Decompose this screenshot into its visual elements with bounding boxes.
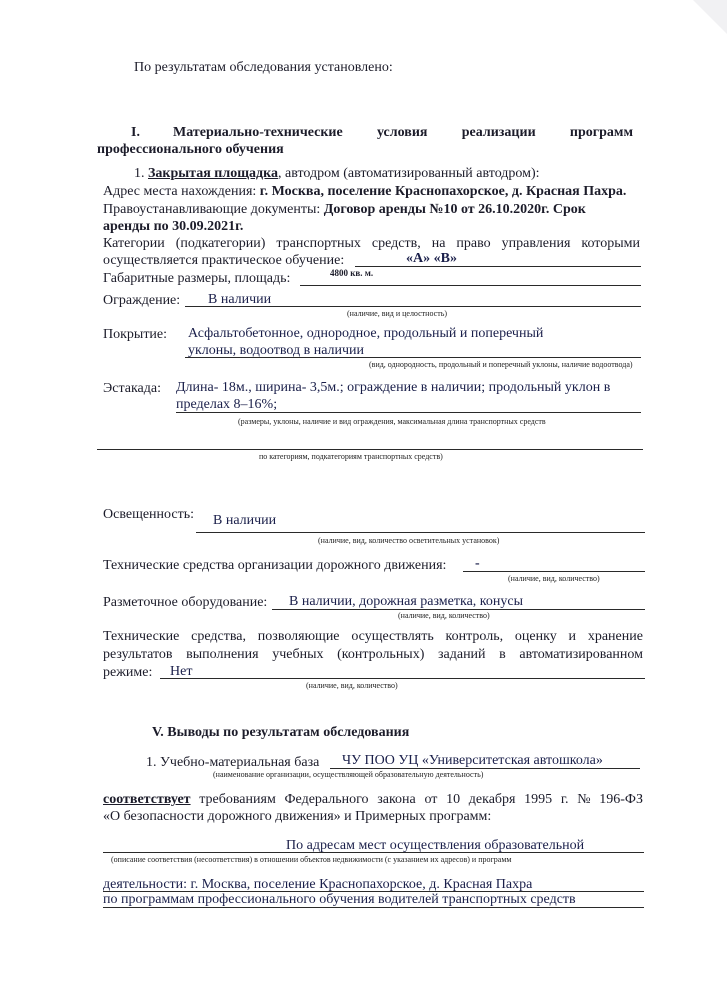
traffic-means-label: Технические средства организации дорожного движения:: [103, 558, 447, 573]
address-value: г. Москва, поселение Краснопахорское, д. Красная Пахра.: [259, 184, 627, 199]
control-means-word: и: [568, 629, 577, 644]
surface-fill-line: [185, 357, 641, 358]
control-means-word: осуществлять: [351, 629, 434, 644]
item1-prefix: 1.: [134, 166, 148, 181]
conclusion-word: г.: [560, 792, 569, 807]
marking-value: В наличии, дорожная разметка, конусы: [289, 594, 524, 609]
traffic-means-note: (наличие, вид, количество): [508, 574, 600, 583]
fence-note: (наличие, вид и целостность): [347, 309, 448, 318]
categories-line2: осуществляется практическое обучение:: [103, 253, 345, 268]
conclusion-org: ЧУ ПОО УЦ «Университетская автошкола»: [342, 753, 603, 768]
conclusion-word: №: [577, 792, 591, 807]
marking-fill-line: [272, 609, 645, 610]
section1-title-word: Материально-технические: [173, 125, 343, 140]
docs-value-line2: аренды по 30.09.2021г.: [103, 219, 244, 234]
control-means-fill-line: [160, 678, 645, 679]
control-means-word: средства,: [191, 629, 246, 644]
categories-line1: Категории (подкатегории) транспортных средств, на право управления которыми: [103, 236, 640, 251]
control-means-word: хранение: [587, 629, 643, 644]
surface-note: (вид, однородность, продольный и поперечный уклоны, наличие водоотвода): [369, 360, 633, 369]
conclusion-word: 1995: [524, 792, 553, 807]
docs-row: [103, 201, 586, 218]
lighting-value: В наличии: [213, 513, 277, 528]
conclusion-line5-fill-line: [103, 907, 644, 908]
conclusion-word: декабря: [468, 792, 516, 807]
item1-suffix: , автодром (автоматизированный автодром):: [277, 166, 540, 181]
item1-heading: [134, 165, 540, 182]
overpass-note2: по категориям, подкатегориям транспортных средств): [259, 452, 443, 461]
overpass-value-line1: Длина- 18м., ширина- 3,5м.; ограждение в наличии; продольный уклон в: [176, 380, 611, 395]
marking-note: (наличие, вид, количество): [398, 611, 490, 620]
fence-value: В наличии: [208, 292, 272, 307]
control-means-line1: [103, 628, 643, 645]
item1-closed-site: Закрытая площадка: [148, 166, 278, 181]
control-means-word: учебных: [272, 647, 324, 662]
lighting-label: Освещенность:: [103, 507, 194, 522]
intro-text: По результатам обследования установлено:: [134, 60, 393, 75]
control-means-word: контроль,: [445, 629, 504, 644]
address-row: [103, 183, 626, 200]
control-means-word: в: [499, 647, 506, 662]
conclusion-org-fill-line: [330, 768, 640, 769]
overpass-label: Эстакада:: [103, 381, 161, 396]
control-means-mode-label: режиме:: [103, 665, 153, 680]
conclusion-word: от: [424, 792, 438, 807]
section1-title-word: реализации: [461, 125, 536, 140]
section5-title: V. Выводы по результатам обследования: [152, 725, 410, 740]
address-label: Адрес места нахождения:: [103, 184, 260, 199]
lighting-note: (наличие, вид, количество осветительных установок): [318, 536, 500, 545]
dimensions-fill-line: [300, 285, 641, 286]
control-means-word: результатов: [103, 647, 173, 662]
overpass-note1: (размеры, уклоны, наличие и вид ограждения, максимальная длина транспортных средств: [238, 417, 546, 426]
section1-title-line2: профессионального обучения: [97, 142, 284, 157]
conclusion-line5: по программам профессионального обучения водителей транспортных средств: [103, 892, 576, 907]
surface-value-line2: уклоны, водоотвод в наличии: [188, 343, 365, 358]
conclusion-line4: деятельности: г. Москва, поселение Краснопахорское, д. Красная Пахра: [103, 877, 533, 892]
conclusion-line1: [103, 791, 643, 808]
conclusion-line3: По адресам мест осуществления образовательной: [286, 838, 585, 853]
section1-title-word: условия: [376, 125, 428, 140]
traffic-means-value: -: [475, 556, 480, 571]
conclusion-line2: «О безопасности дорожного движения» и Примерных программ:: [103, 809, 492, 824]
dimensions-value: 4800 кв. м.: [330, 268, 374, 278]
categories-value: «А» «В»: [406, 251, 457, 266]
overpass-fill-line: [176, 412, 641, 413]
lighting-fill-line: [196, 532, 645, 533]
control-means-word: (контрольных): [337, 647, 425, 662]
conclusion-word: 10: [446, 792, 461, 807]
fence-label: Ограждение:: [103, 293, 181, 308]
traffic-means-fill-line: [463, 571, 645, 572]
overpass-fill-line2: [97, 449, 643, 450]
surface-label: Покрытие:: [103, 327, 168, 342]
fence-fill-line: [185, 306, 641, 307]
control-means-value: Нет: [170, 664, 193, 679]
marking-label: Разметочное оборудование:: [103, 595, 268, 610]
categories-fill-line: [355, 266, 641, 267]
conclusion-complies: соответствует: [103, 792, 191, 807]
control-means-word: выполнения: [186, 647, 259, 662]
overpass-value-line2: пределах 8–16%;: [176, 397, 278, 412]
section1-title-line1: [173, 124, 633, 141]
conclusion-word: 196-ФЗ: [599, 792, 643, 807]
dimensions-label: Габаритные размеры, площадь:: [103, 271, 291, 286]
control-means-note: (наличие, вид, количество): [306, 681, 398, 690]
conclusion-word: требованиям: [199, 792, 276, 807]
conclusion-word: Федерального: [284, 792, 369, 807]
control-means-word: Технические: [103, 629, 180, 644]
control-means-word: позволяющие: [257, 629, 340, 644]
page-corner-fold: [693, 0, 727, 34]
section1-title-word: программ: [569, 125, 633, 140]
section1-number: I.: [131, 125, 140, 140]
conclusion-org-note: (наименование организации, осуществляющей образовательную деятельность): [213, 770, 484, 779]
surface-value-line1: Асфальтобетонное, однородное, продольный и поперечный: [188, 326, 544, 341]
control-means-line2: [103, 646, 643, 663]
conclusion-word: закона: [377, 792, 416, 807]
docs-value-line1: Договор аренды №10 от 26.10.2020г. Срок: [323, 202, 586, 217]
conclusion-line3-fill-line: [103, 852, 644, 853]
control-means-word: заданий: [437, 647, 486, 662]
conclusion-item-label: 1. Учебно-материальная база: [146, 755, 320, 770]
docs-label: Правоустанавливающие документы:: [103, 202, 324, 217]
control-means-word: автоматизированном: [519, 647, 643, 662]
control-means-word: оценку: [514, 629, 557, 644]
conclusion-line3-note: (описание соответствия (несоответствия) в отношении объектов недвижимости (с указанием их адресов) и программ: [111, 855, 512, 864]
